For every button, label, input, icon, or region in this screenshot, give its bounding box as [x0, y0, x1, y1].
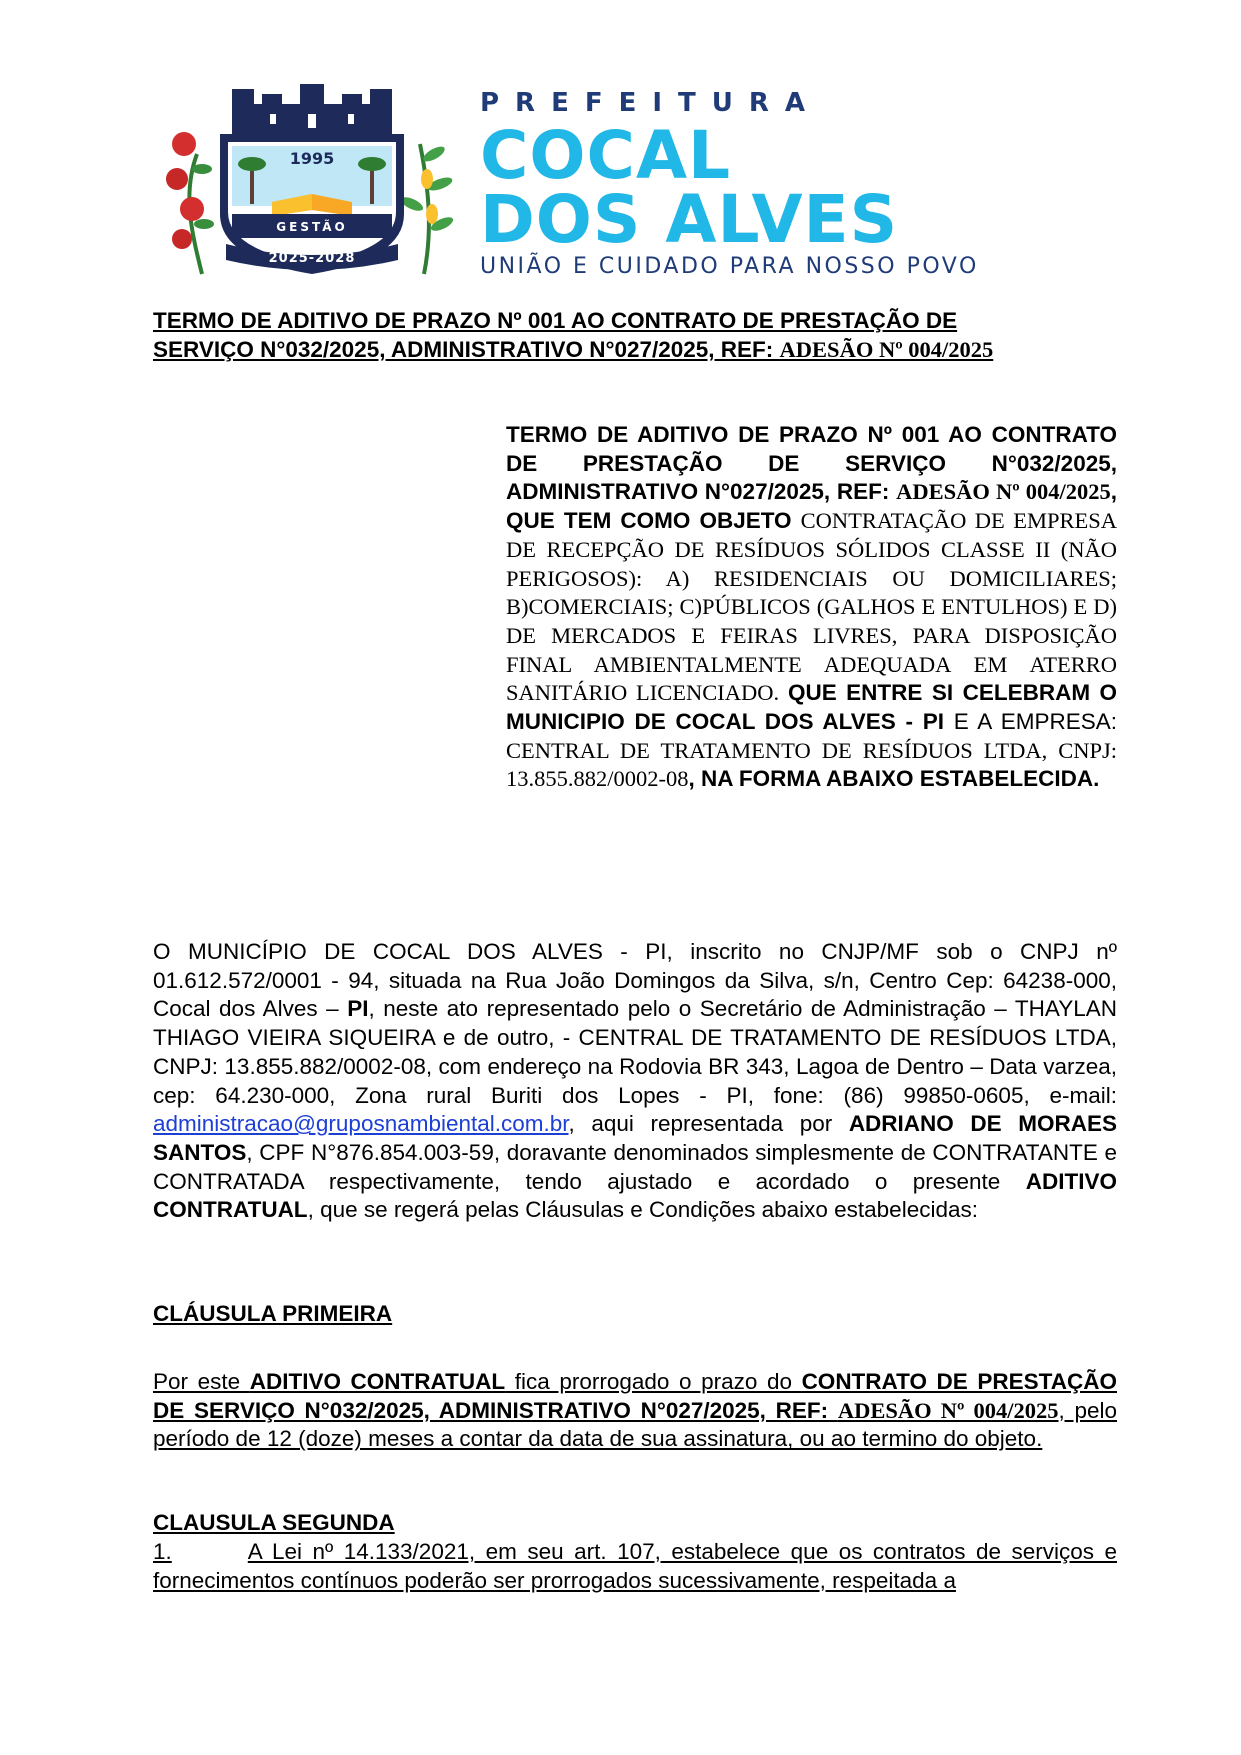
document-title	[153, 306, 1033, 364]
clause-1-ref: ADESÃO Nº 004/2025	[837, 1397, 1059, 1423]
aditivo-label: ADITIVO CONTRATUAL	[153, 1168, 1117, 1223]
brand-prefeitura: PREFEITURA	[480, 88, 822, 118]
municipal-coat-of-arms-logo	[162, 84, 462, 280]
clause-1-text	[153, 1368, 1117, 1454]
ementa-objeto-label: , QUE TEM COMO OBJETO	[506, 479, 1117, 534]
preamble-paragraph	[153, 938, 1117, 1225]
representative-name: ADRIANO DE MORAES SANTOS	[153, 1111, 1117, 1165]
green-plant-icon	[399, 144, 455, 274]
clause-1-b1: ADITIVO CONTRATUAL	[249, 1369, 506, 1394]
title-ref: ADESÃO Nº 004/2025	[779, 337, 994, 362]
clause-2-item-text: A Lei nº 14.133/2021, em seu art. 107, estabelece que os contratos de serviços e fornecimentos contínuos poderão ser prorrogados sucessivamente, respeitada a	[153, 1539, 1117, 1593]
preamble-text-1: O MUNICÍPIO DE COCAL DOS ALVES - PI, inscrito no CNJP/MF sob o CNPJ nº 01.612.572/0001 - 94, situada na Rua João Domingos da Silva, s/n, Centro Cep: 64238-000, Cocal dos Alves –	[153, 939, 1117, 1022]
clause-1-t1: Por este	[153, 1369, 250, 1394]
brand-tagline: UNIÃO E CUIDADO PARA NOSSO POVO	[480, 254, 979, 279]
clause-1-t3: , pelo período de 12 (doze) meses a contar da data de sua assinatura, ou ao termino do objeto.	[153, 1397, 1118, 1452]
clause-1-b2: CONTRATO DE PRESTAÇÃO DE SERVIÇO N°032/2025, ADMINISTRATIVO N°027/2025, REF:	[153, 1369, 1117, 1423]
ementa-title: TERMO DE ADITIVO DE PRAZO Nº 001 AO CONTRATO DE PRESTAÇÃO DE SERVIÇO N°032/2025, ADMINISTRATIVO N°027/2025, REF:	[506, 422, 1117, 505]
clause-2-text	[153, 1538, 1117, 1595]
ementa-parties: QUE ENTRE SI CELEBRAM O MUNICIPIO DE COCAL DOS ALVES - PI	[506, 680, 1117, 735]
clause-1-t2: fica prorrogado o prazo do	[505, 1369, 802, 1394]
preamble-text-3: , aqui representada por	[568, 1111, 849, 1137]
castle-crown-icon	[232, 84, 392, 134]
ementa-ref: ADESÃO Nº 004/2025	[896, 479, 1111, 505]
title-text: TERMO DE ADITIVO DE PRAZO Nº 001 AO CONTRATO DE PRESTAÇÃO DE SERVIÇO N°032/2025, ADMINISTRATIVO N°027/2025, REF:	[153, 308, 958, 362]
ementa-objeto: CONTRATAÇÃO DE EMPRESA DE RECEPÇÃO DE RESÍDUOS SÓLIDOS CLASSE II (NÃO PERIGOSOS): A) RESIDENCIAIS OU DOMICILIARES; B)COMERCIAIS; C)PÚBLICOS (GALHOS E ENTULHOS) E D) DE MERCADOS E FEIRAS LIVRES, PARA DISPOSIÇÃO FINAL AMBIENTALMENTE ADEQUADA EM ATERRO SANITÁRIO LICENCIADO.	[506, 508, 1118, 706]
preamble-text-2: , neste ato representado pelo o Secretário de Administração – THAYLAN THIAGO VIEIRA SIQUEIRA e de outro, - CENTRAL DE TRATAMENTO DE RESÍDUOS LTDA, CNPJ: 13.855.882/0002-08, com endereço na Rodovia BR 343, Lagoa de Dentro – Data varzea, cep: 64.230-000, Zona rural Buriti dos Lopes - PI, fone: (86) 99850-0605, e-mail:	[153, 996, 1117, 1108]
brand-wordmark	[480, 88, 979, 279]
ementa-empresa: CENTRAL DE TRATAMENTO DE RESÍDUOS LTDA, CNPJ: 13.855.882/0002-08	[506, 737, 1117, 792]
ementa-empresa-label: E A EMPRESA:	[943, 709, 1117, 735]
preamble-text-4: , CPF N°876.854.003-59, doravante denominados simplesmente de CONTRATANTE e CONTRATADA respectivamente, tendo ajustado e acordado o presente	[153, 1139, 1117, 1194]
emblem-gestao: GESTÃO	[276, 220, 348, 234]
clause-2-heading: CLAUSULA SEGUNDA	[153, 1510, 395, 1535]
preamble-text-5: , que se regerá pelas Cláusulas e Condições abaixo estabelecidas:	[307, 1197, 978, 1223]
ementa-block	[506, 421, 1117, 794]
brand-dos-alves: DOS ALVES	[480, 181, 899, 258]
email-link[interactable]: administracao@gruposnambiental.com.br	[153, 1111, 569, 1137]
clause-1-heading: CLÁUSULA PRIMEIRA	[153, 1301, 393, 1326]
ementa-closing: , NA FORMA ABAIXO ESTABELECIDA.	[688, 766, 1100, 792]
red-flowers-icon	[166, 132, 214, 274]
preamble-state: PI	[347, 996, 369, 1022]
emblem-period: 2025-2028	[268, 251, 356, 266]
emblem-year: 1995	[289, 149, 335, 168]
brand-cocal: COCAL	[480, 117, 732, 194]
clause-2-number: 1.	[153, 1539, 172, 1564]
